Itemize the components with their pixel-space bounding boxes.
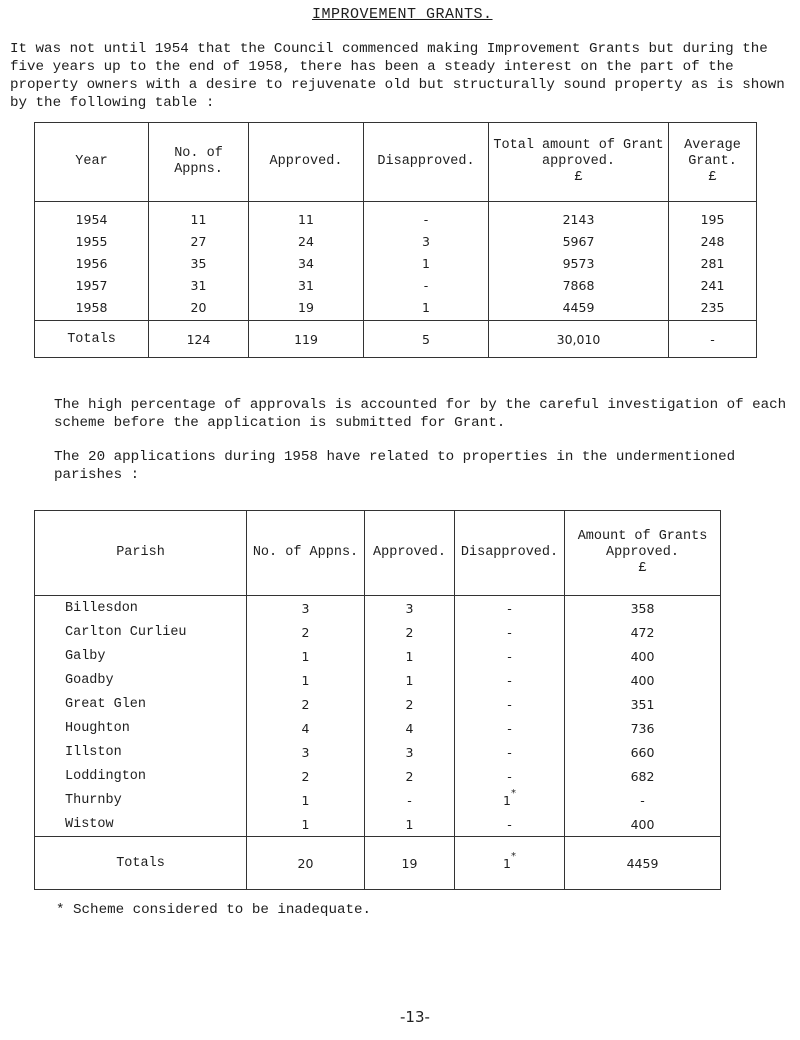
col-header-parish: Parish (35, 511, 247, 596)
col-header-appns: No. of Appns. (149, 123, 249, 202)
intro-paragraph: It was not until 1954 that the Council commenced making Improvement Grants but during the five years up to the end of 1958, there has been a steady interest on the part of the property owners with a desire to rejuvenate old but structurally sound property as is shown by the following table : (10, 41, 785, 111)
col-header-approved: Approved. (249, 123, 364, 202)
table-row: Loddington 2 2 - 682 (35, 764, 721, 788)
footnote: * Scheme considered to be inadequate. (56, 902, 372, 918)
grants-by-parish-table (34, 510, 721, 890)
table-row: 1958 20 19 1 4459 235 (35, 296, 757, 321)
table-row: Carlton Curlieu 2 2 - 472 (35, 620, 721, 644)
col-header-year: Year (35, 123, 149, 202)
grants-by-year-table (34, 122, 757, 358)
col-header-total: Total amount of Grant approved. £ (489, 123, 669, 202)
col-header-approved: Approved. (365, 511, 455, 596)
col-header-average: Average Grant. £ (669, 123, 757, 202)
col-header-amount: Amount of Grants Approved. £ (565, 511, 721, 596)
table-row: Goadby 1 1 - 400 (35, 668, 721, 692)
table-row: Houghton 4 4 - 736 (35, 716, 721, 740)
table-row: 1957 31 31 - 7868 241 (35, 274, 757, 296)
page-heading: IMPROVEMENT GRANTS. (312, 6, 493, 23)
col-header-disapproved: Disapproved. (364, 123, 489, 202)
table-row: Thurnby 1 - 1* - (35, 788, 721, 812)
table-row: 1956 35 34 1 9573 281 (35, 252, 757, 274)
table-row: 1954 11 11 - 2143 195 (35, 202, 757, 231)
page-number: -13- (400, 1008, 430, 1026)
table-row: 1955 27 24 3 5967 248 (35, 230, 757, 252)
totals-row: Totals 124 119 5 30,010 - (35, 321, 757, 358)
col-header-disapproved: Disapproved. (455, 511, 565, 596)
table-row: Illston 3 3 - 660 (35, 740, 721, 764)
table-row: Great Glen 2 2 - 351 (35, 692, 721, 716)
table-row: Wistow 1 1 - 400 (35, 812, 721, 837)
approvals-paragraph: The high percentage of approvals is accounted for by the careful investigation of each scheme before the application is submitted for Grant. (54, 397, 787, 431)
parishes-paragraph: The 20 applications during 1958 have related to properties in the undermentioned parishes : (54, 449, 736, 483)
table-row: Billesdon 3 3 - 358 (35, 596, 721, 621)
totals-row: Totals 20 19 1* 4459 (35, 837, 721, 890)
col-header-appns: No. of Appns. (247, 511, 365, 596)
table-row: Galby 1 1 - 400 (35, 644, 721, 668)
